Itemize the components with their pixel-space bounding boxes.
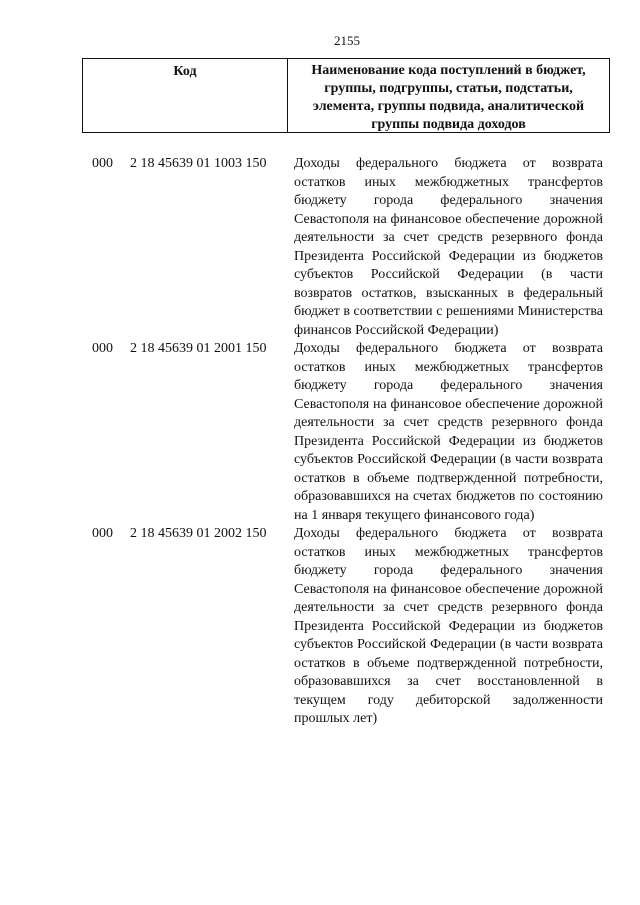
entries-list [92,155,610,729]
revenue-description: Доходы федерального бюджета от возврата остатков иных межбюджетных трансфертов бюджету города федерального значения Севастополя на финансовое обеспечение дорожной деятельности за счет средств резервного фонда Президента Российской Федерации из бюджетов субъектов Российской Федерации (в части возврата остатков в объеме подтвержденной потребности, образовавшихся за счет восстановленной в текущем году дебиторской задолженности прошлых лет) [294,526,603,726]
header-code-cell: Код [83,59,288,132]
table-header [82,58,610,133]
table-row [92,340,610,525]
revenue-description: Доходы федерального бюджета от возврата остатков иных межбюджетных трансфертов бюджету города федерального значения Севастополя на финансовое обеспечение дорожной деятельности за счет средств резервного фонда Президента Российской Федерации из бюджетов субъектов Российской Федерации (в части возврата остатков в объеме подтвержденной потребности, образовавшихся на счетах бюджетов по состоянию на 1 января текущего финансового года) [294,341,603,523]
header-name-cell: Наименование кода поступлений в бюджет, группы, подгруппы, статьи, подстатьи, элемента, группы подвида, аналитической группы подвида доходов [311,63,586,132]
revenue-code: 2 18 45639 01 1003 150 [130,156,267,171]
admin-code: 000 [92,341,113,356]
revenue-description: Доходы федерального бюджета от возврата остатков иных межбюджетных трансфертов бюджету города федерального значения Севастополя на финансовое обеспечение дорожной деятельности за счет средств резервного фонда Президента Российской Федерации из бюджетов субъектов Российской Федерации (в части возвратов остатков, взысканных в федеральный бюджет в соответствии с решениями Министерства финансов Российской Федерации) [294,156,603,338]
revenue-code: 2 18 45639 01 2001 150 [130,341,267,356]
revenue-code: 2 18 45639 01 2002 150 [130,526,267,541]
table-row [92,155,610,340]
table-row [92,525,610,729]
admin-code: 000 [92,526,113,541]
page-number: 2155 [334,33,360,48]
admin-code: 000 [92,156,113,171]
